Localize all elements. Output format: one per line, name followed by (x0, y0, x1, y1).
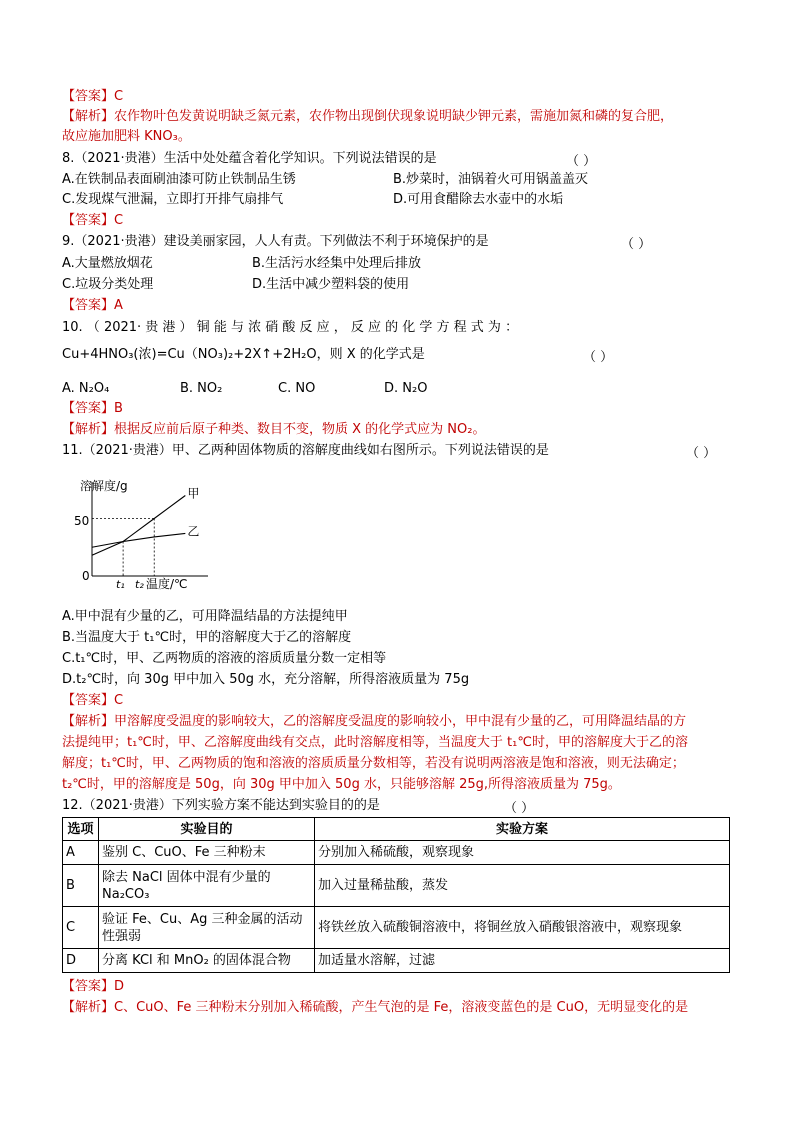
q9-option-b: B.生活污水经集中处理后排放 (252, 256, 422, 271)
q7-analysis: 【解析】农作物叶色发黄说明缺乏氮元素，农作物出现倒伏现象说明缺少钾元素，需施加氮和磷的复合肥， (62, 109, 674, 124)
purpose-line-cont: Na₂CO₃ (102, 886, 150, 902)
q12-answer: 【答案】D (62, 979, 125, 994)
q12-stem: 12.（2021·贵港）下列实验方案不能达到实验目的的是 (62, 798, 380, 813)
q7-answer: 【答案】C (62, 89, 124, 104)
q11-analysis-cont-3: t₂℃时，甲的溶解度是 50g，向 30g 甲中加入 50g 水，只能够溶解 25g,所得溶液质量为 75g。 (62, 777, 621, 792)
series-yi-curve (92, 533, 185, 547)
q8-stem: 8.（2021·贵港）生活中处处蕴含着化学知识。下列说法错误的是 (62, 151, 437, 166)
q10-option-b: B. NO₂ (180, 381, 223, 396)
q8-answer-blank: （ ） (566, 154, 597, 169)
series-jia-label: 甲 (187, 486, 200, 501)
q8-answer: 【答案】C (62, 213, 124, 228)
table-cell-purpose: 分离 KCl 和 MnO₂ 的固体混合物 (99, 949, 315, 973)
q8-option-d: D.可用食醋除去水壶中的水垢 (393, 192, 564, 207)
table-header-row (63, 818, 730, 841)
table-header-option: 选项 (63, 818, 99, 841)
q7-analysis-cont: 故应施加肥料 KNO₃。 (62, 129, 191, 144)
x-tick-label-t2: t₂ (135, 578, 144, 591)
q10-option-d: D. N₂O (384, 381, 428, 396)
table-cell-purpose: 鉴别 C、CuO、Fe 三种粉末 (99, 841, 315, 865)
solubility-chart (62, 474, 212, 594)
table-cell-option: D (63, 949, 99, 973)
table-row (63, 841, 730, 865)
q12-table (62, 817, 730, 973)
q9-stem: 9.（2021·贵港）建设美丽家园，人人有责。下列做法不利于环境保护的是 (62, 234, 489, 249)
q11-analysis-cont-1: 法提纯甲；t₁℃时，甲、乙溶解度曲线有交点，此时溶解度相等，当温度大于 t₁℃时，甲的溶解度大于乙的溶 (62, 735, 688, 750)
q9-option-a: A.大量燃放烟花 (62, 256, 153, 271)
q11-option-a: A.甲中混有少量的乙，可用降温结晶的方法提纯甲 (62, 609, 348, 624)
q8-option-c: C.发现煤气泄漏，立即打开排气扇排气 (62, 192, 284, 207)
table-header-purpose: 实验目的 (99, 818, 315, 841)
q10-option-c: C. NO (278, 381, 316, 396)
q8-option-b: B.炒菜时，油锅着火可用锅盖盖灭 (393, 172, 589, 187)
table-cell-option: C (63, 907, 99, 949)
q9-option-d: D.生活中减少塑料袋的使用 (252, 277, 410, 292)
x-tick-label-t1: t₁ (116, 578, 125, 591)
purpose-line: 除去 NaCl 固体中混有少量的 (102, 869, 271, 885)
q11-analysis-cont-2: 解度；t₁℃时，甲、乙两物质的饱和溶液的溶质质量分数相等，若没有说明两溶液是饱和溶液，则无法确定； (62, 756, 685, 771)
q11-option-b: B.当温度大于 t₁℃时，甲的溶解度大于乙的溶解度 (62, 630, 352, 645)
q12-answer-blank: （ ） (504, 801, 535, 816)
y-tick-label-50: 50 (74, 514, 90, 528)
q10-option-a: A. N₂O₄ (62, 381, 110, 396)
table-cell-purpose (99, 865, 315, 907)
q11-answer: 【答案】C (62, 693, 124, 708)
table-header-plan: 实验方案 (315, 818, 730, 841)
q9-answer: 【答案】A (62, 298, 123, 313)
q10-stem: 10. （ 2021· 贵 港 ） 铜 能 与 浓 硝 酸 反 应 ， 反 应 的 化 学 方 程 式 为 ： (62, 320, 519, 335)
q9-option-c: C.垃圾分类处理 (62, 277, 154, 292)
q12-analysis: 【解析】C、CuO、Fe 三种粉末分别加入稀硫酸，产生气泡的是 Fe，溶液变蓝色的是 CuO，无明显变化的是 (62, 1000, 689, 1015)
table-cell-option: A (63, 841, 99, 865)
q10-answer-blank: （ ） (583, 350, 614, 365)
table-row (63, 907, 730, 949)
y-axis-label: 溶解度/g (80, 479, 128, 493)
table-cell-plan: 分别加入稀硫酸，观察现象 (315, 841, 730, 865)
q11-option-c: C.t₁℃时，甲、乙两物质的溶液的溶质质量分数一定相等 (62, 651, 387, 666)
x-axis-label: 温度/℃ (146, 577, 188, 591)
q11-option-d: D.t₂℃时，向 30g 甲中加入 50g 水，充分溶解，所得溶液质量为 75g (62, 672, 470, 687)
q10-answer: 【答案】B (62, 401, 123, 416)
table-cell-option: B (63, 865, 99, 907)
q10-equation: Cu+4HNO₃(浓)=Cu（NO₃)₂+2X↑+2H₂O，则 X 的化学式是 (62, 347, 425, 362)
series-jia-curve (92, 496, 185, 556)
q10-analysis: 【解析】根据反应前后原子种类、数目不变，物质 X 的化学式应为 NO₂。 (62, 422, 486, 437)
purpose-line: 验证 Fe、Cu、Ag 三种金属的活动 (102, 911, 303, 927)
purpose-line-cont: 性强弱 (102, 928, 142, 944)
q8-option-a: A.在铁制品表面刷油漆可防止铁制品生锈 (62, 172, 296, 187)
series-yi-label: 乙 (187, 524, 200, 539)
q11-stem: 11.（2021·贵港）甲、乙两种固体物质的溶解度曲线如右图所示。下列说法错误的是 (62, 443, 549, 458)
q11-analysis: 【解析】甲溶解度受温度的影响较大，乙的溶解度受温度的影响较小，甲中混有少量的乙，可用降温结晶的方 (62, 714, 687, 729)
table-cell-plan: 将铁丝放入硫酸铜溶液中，将铜丝放入硝酸银溶液中，观察现象 (315, 907, 730, 949)
table-row (63, 865, 730, 907)
table-cell-plan: 加适量水溶解，过滤 (315, 949, 730, 973)
origin-label: 0 (82, 569, 90, 583)
table-cell-plan: 加入过量稀盐酸，蒸发 (315, 865, 730, 907)
table-row (63, 949, 730, 973)
q11-answer-blank: （ ） (686, 446, 717, 461)
table-cell-purpose (99, 907, 315, 949)
q9-answer-blank: （ ） (621, 237, 652, 252)
